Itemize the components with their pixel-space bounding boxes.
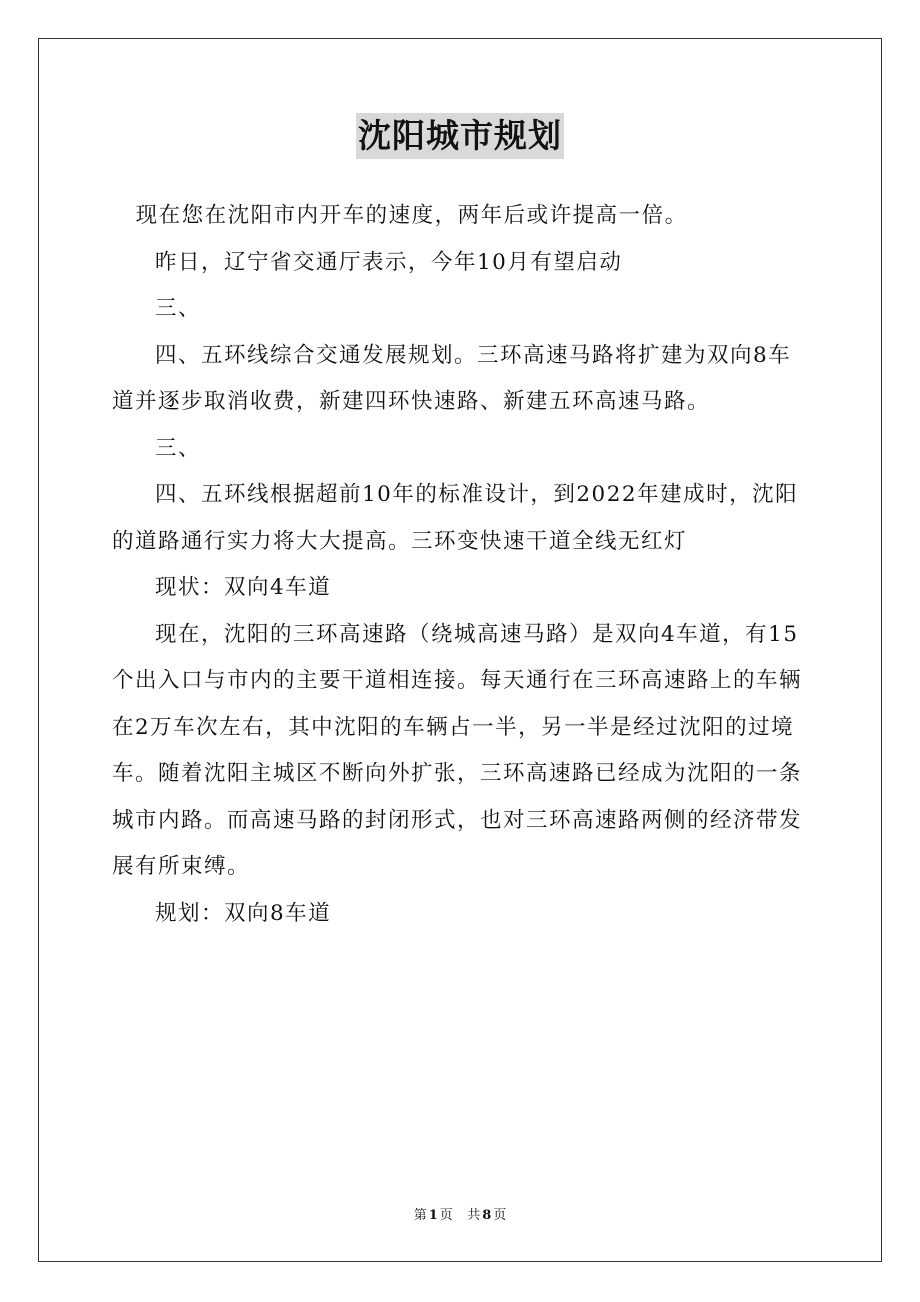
document-title: 沈阳城市规划: [356, 113, 564, 159]
paragraph: 昨日，辽宁省交通厅表示，今年10月有望启动: [155, 249, 623, 275]
current-page-number: 1: [428, 1208, 438, 1223]
paragraph: 现在，沈阳的三环高速路（绕城高速马路）是双向4车道，有15个出入口与市内的主要干道相连接。每天通行在三环高速路上的车辆在2万车次左右，其中沈阳的车辆占一半，另一半是经过沈阳的过境车。随着沈阳主城区不断向外扩张，三环高速路已经成为沈阳的一条城市内路。而高速马路的封闭形式，也对三环高速路两侧的经济带发展有所束缚。: [112, 621, 803, 879]
paragraph: 三、: [155, 435, 202, 461]
paragraph: 四、五环线综合交通发展规划。三环高速马路将扩建为双向8车道并逐步取消收费，新建四环快速路、新建五环高速马路。: [112, 342, 792, 414]
paragraph: 三、: [155, 296, 202, 321]
title-container: [0, 113, 920, 159]
page-prefix: 第: [413, 1208, 427, 1223]
paragraph: 现在您在沈阳市内开车的速度，两年后或许提高一倍。: [135, 203, 688, 228]
total-unit: 页: [493, 1208, 507, 1223]
total-page-number: 8: [482, 1208, 492, 1223]
total-prefix: 共: [467, 1208, 481, 1223]
document-body: [112, 193, 812, 937]
paragraph: 现状：双向4车道: [155, 575, 332, 600]
page-footer: [0, 1207, 920, 1225]
page-unit: 页: [439, 1208, 453, 1223]
paragraph: 规划：双向8车道: [155, 900, 332, 926]
paragraph: 四、五环线根据超前10年的标准设计，到2022年建成时，沈阳的道路通行实力将大大提高。三环变快速干道全线无红灯: [112, 482, 799, 554]
